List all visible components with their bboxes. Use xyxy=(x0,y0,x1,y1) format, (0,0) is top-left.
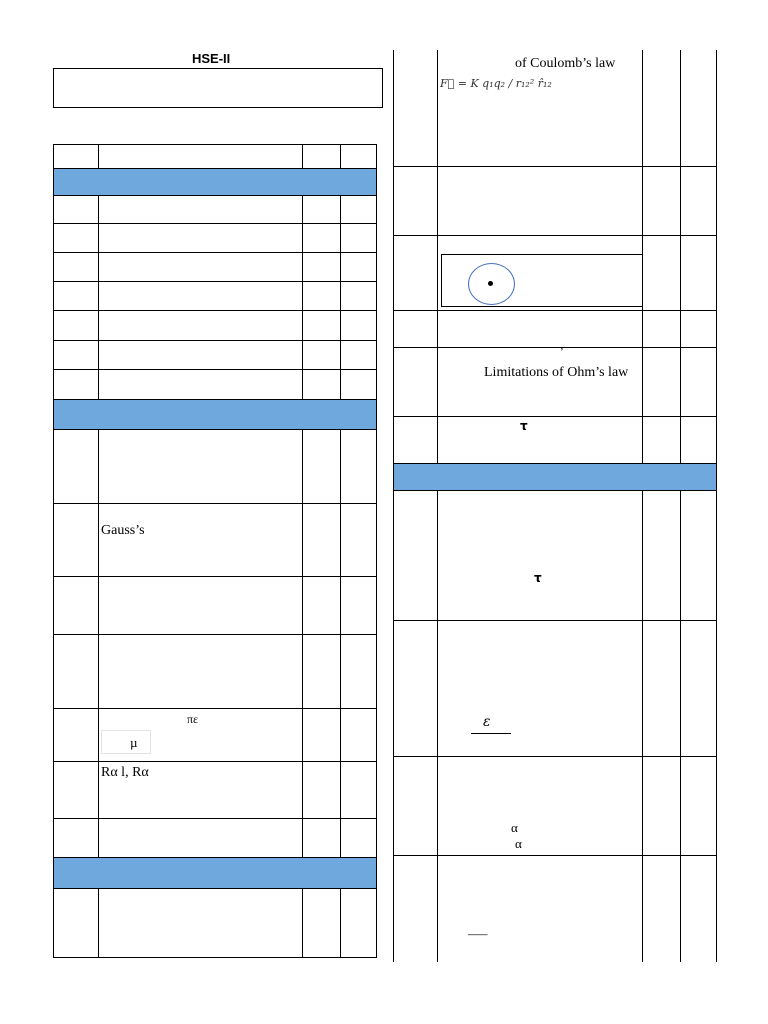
section-band xyxy=(53,399,377,430)
epsilon-symbol: ε xyxy=(483,714,491,730)
tau-symbol: τ xyxy=(520,419,528,433)
gauss-text: Gauss’s xyxy=(101,523,145,538)
ohm-limitations-text: Limitations of Ohm’s law xyxy=(484,365,629,380)
coulomb-formula: F⃗ = K q₁q₂ / r₁₂² r̂₁₂ xyxy=(440,77,552,90)
section-band xyxy=(393,463,717,491)
apostrophe-mark: ’ xyxy=(560,346,564,358)
tau-symbol: τ xyxy=(534,571,542,585)
section-band xyxy=(53,857,377,889)
title-box xyxy=(53,68,383,108)
alpha-symbol: α xyxy=(511,820,518,835)
alpha-symbol: α xyxy=(515,836,522,851)
fraction-bar xyxy=(471,733,511,734)
section-band xyxy=(53,168,377,196)
charge-dot xyxy=(488,281,493,286)
coulomb-text: of Coulomb’s law xyxy=(515,56,616,71)
r-alpha-text: Rα l, Rα xyxy=(101,765,149,780)
page-title: HSE-II xyxy=(192,51,231,66)
mu-text: µ xyxy=(130,735,138,750)
dash-mark: —– xyxy=(468,926,488,941)
mu-box xyxy=(101,730,151,754)
pi-epsilon-text: πε xyxy=(187,712,199,726)
